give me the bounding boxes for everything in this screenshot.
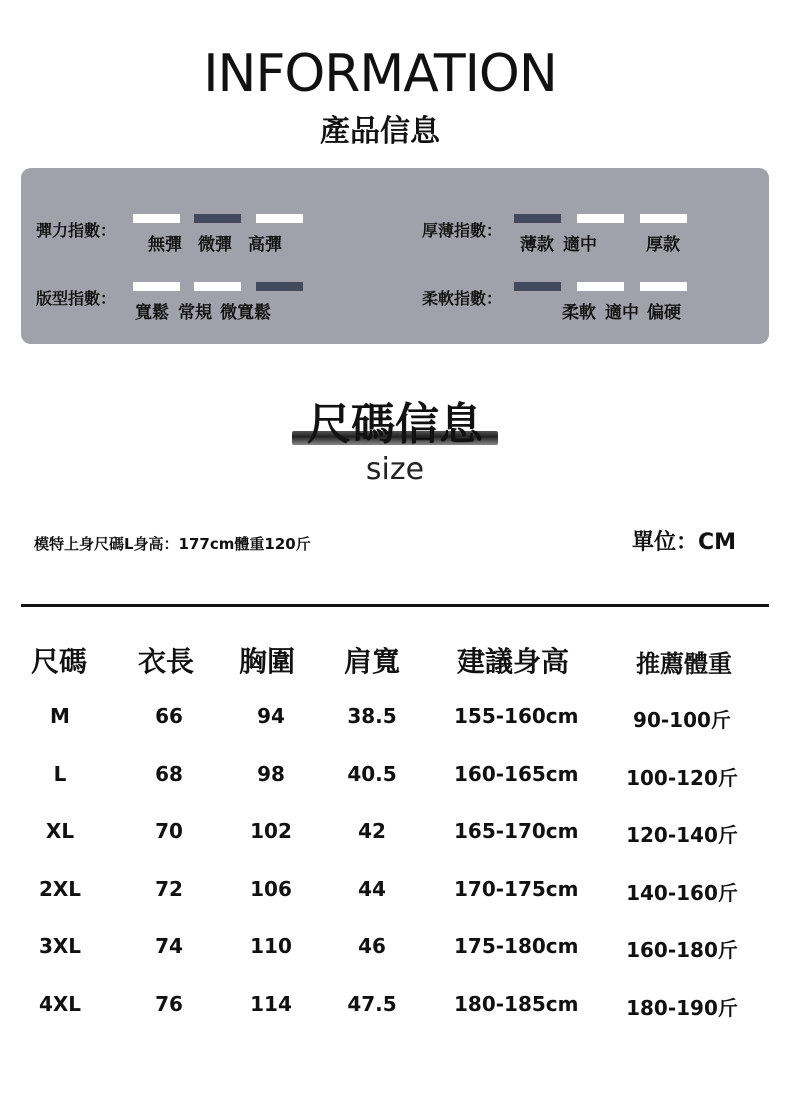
table-cell: 42 [358, 819, 386, 843]
table-cell: 180-190斤 [626, 996, 738, 1020]
elasticity-option-1: 無彈 [148, 235, 182, 255]
model-note: 模特上身尺碼L身高：177cm體重120斤 [34, 535, 311, 553]
fit-bar-2 [194, 282, 241, 291]
table-cell: 106 [250, 877, 292, 901]
header-chest: 胸圍 [239, 645, 296, 678]
table-cell: 100-120斤 [626, 766, 738, 790]
table-cell: 76 [155, 992, 183, 1016]
table-cell: 170-175cm [454, 877, 579, 901]
table-cell: 110 [250, 934, 292, 958]
table-cell: 72 [155, 877, 183, 901]
header-weight: 推薦體重 [636, 650, 732, 678]
size-section-title [292, 388, 498, 448]
header-height: 建議身高 [457, 645, 570, 678]
page-title-en: INFORMATION [203, 44, 557, 104]
fit-option-1: 寬鬆 [135, 303, 169, 323]
size-title-en: size [365, 452, 425, 487]
table-cell: 102 [250, 819, 292, 843]
softness-bar-1 [514, 282, 561, 291]
table-cell: 114 [250, 992, 292, 1016]
fit-label: 版型指數： [36, 289, 117, 308]
table-cell: 94 [257, 704, 285, 728]
table-cell: L [53, 762, 67, 786]
table-cell: 74 [155, 934, 183, 958]
softness-bar-2 [577, 282, 624, 291]
thickness-option-3: 厚款 [646, 235, 680, 255]
header-shoulder: 肩寬 [344, 645, 401, 678]
fit-bar-3 [256, 282, 303, 291]
table-cell: 40.5 [347, 762, 397, 786]
table-cell: 46 [358, 934, 386, 958]
softness-option-1: 柔軟 [562, 303, 596, 323]
table-cell: 3XL [38, 934, 82, 958]
table-cell: 90-100斤 [633, 708, 731, 732]
thickness-bar-2 [577, 214, 624, 223]
table-cell: 140-160斤 [626, 881, 738, 905]
table-cell: 160-180斤 [626, 938, 738, 962]
table-cell: 47.5 [347, 992, 397, 1016]
table-cell: 120-140斤 [626, 823, 738, 847]
table-cell: XL [45, 819, 75, 843]
thickness-option-2: 適中 [563, 235, 597, 255]
table-cell: 2XL [38, 877, 82, 901]
fit-option-3: 微寬鬆 [220, 303, 271, 323]
table-cell: 160-165cm [454, 762, 579, 786]
fit-bar-1 [133, 282, 180, 291]
product-indices-panel [21, 168, 769, 344]
thickness-label: 厚薄指數： [422, 221, 503, 240]
elasticity-bar-3 [256, 214, 303, 223]
table-cell: 98 [257, 762, 285, 786]
table-cell: 175-180cm [454, 934, 579, 958]
thickness-bar-3 [640, 214, 687, 223]
size-title-zh: 尺碼信息 [307, 399, 483, 450]
header-size: 尺碼 [31, 645, 88, 678]
table-cell: M [50, 704, 70, 728]
table-cell: 155-160cm [454, 704, 579, 728]
softness-option-2: 適中 [605, 303, 639, 323]
table-cell: 44 [358, 877, 386, 901]
table-cell: 66 [155, 704, 183, 728]
table-cell: 68 [155, 762, 183, 786]
divider [21, 604, 769, 607]
unit-label: 單位：CM [632, 530, 737, 555]
thickness-bar-1 [514, 214, 561, 223]
table-cell: 38.5 [347, 704, 397, 728]
thickness-option-1: 薄款 [520, 235, 554, 255]
table-cell: 4XL [38, 992, 82, 1016]
softness-label: 柔軟指數： [422, 289, 503, 308]
elasticity-option-3: 高彈 [248, 235, 282, 255]
elasticity-bar-2 [194, 214, 241, 223]
table-cell: 70 [155, 819, 183, 843]
header-length: 衣長 [138, 645, 195, 678]
table-cell: 165-170cm [454, 819, 579, 843]
elasticity-option-2: 微彈 [198, 235, 232, 255]
softness-bar-3 [640, 282, 687, 291]
softness-option-3: 偏硬 [647, 303, 681, 323]
table-cell: 180-185cm [454, 992, 579, 1016]
elasticity-bar-1 [133, 214, 180, 223]
fit-option-2: 常規 [178, 303, 212, 323]
elasticity-label: 彈力指數： [36, 221, 117, 240]
page-title-zh: 產品信息 [320, 114, 440, 149]
